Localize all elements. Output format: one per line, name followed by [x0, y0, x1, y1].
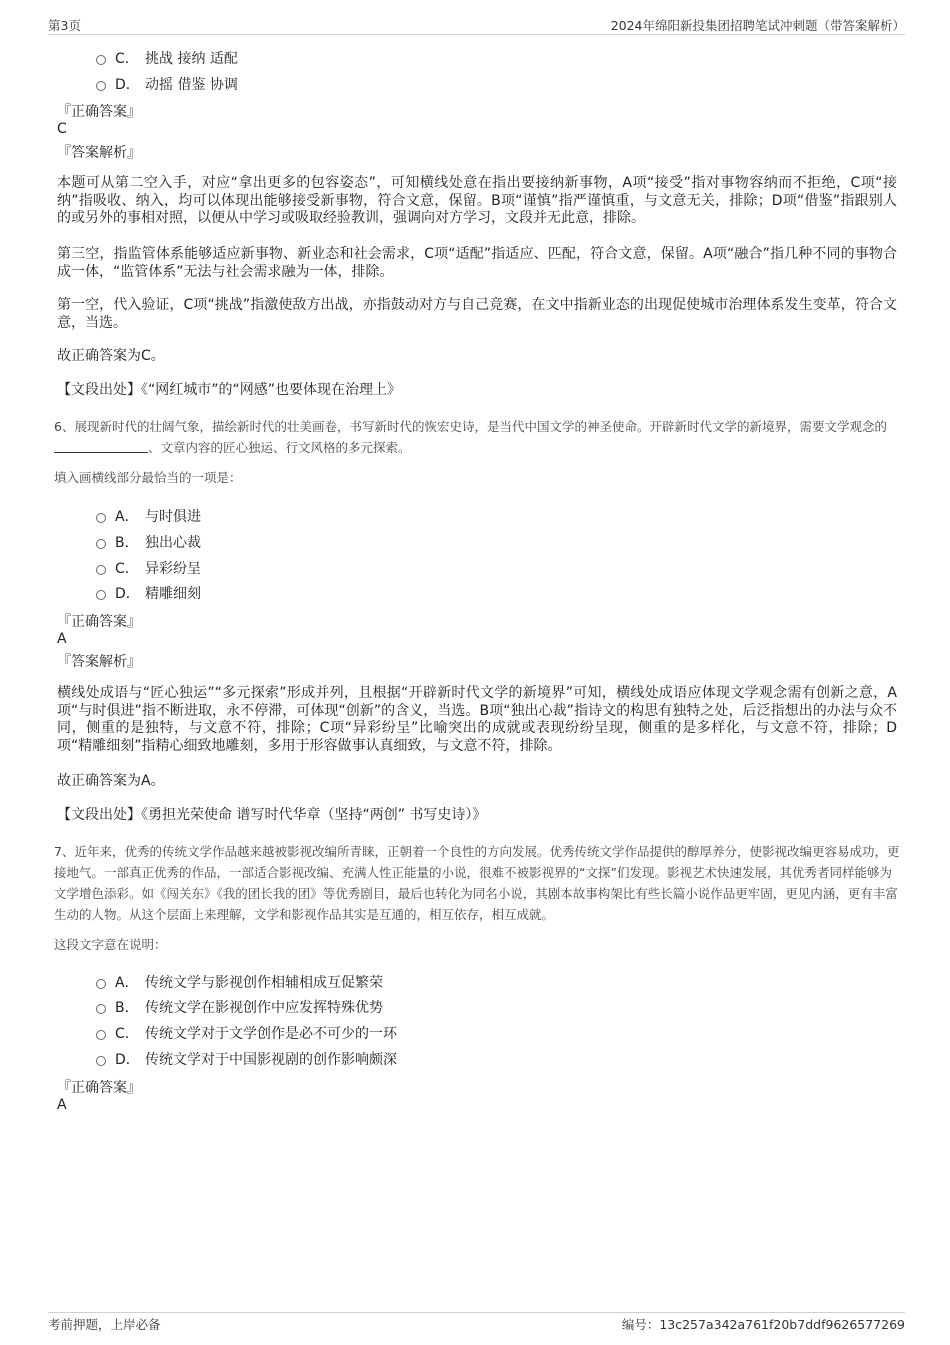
radio-icon[interactable]: [96, 539, 106, 549]
radio-icon[interactable]: [96, 513, 106, 523]
q6-option-a[interactable]: A． 与时俱进: [96, 506, 201, 526]
q6-prompt: 填入画横线部分最恰当的一项是：: [54, 470, 242, 485]
q5-analysis-paragraph: 第一空，代入验证，C项“挑战”指激使敌方出战，亦指鼓动对方与自己竞赛，在文中指新业态的出现促使城市治理体系发生变革，符合文意，当选。: [57, 297, 897, 331]
q5-source: 【文段出处】《“网红城市”的“网感”也要体现在治理上》: [57, 382, 402, 398]
page-footer: [48, 1312, 905, 1335]
q5-answer: C: [57, 121, 67, 137]
q5-conclusion: 故正确答案为C。: [57, 348, 165, 364]
document-code: 编号：13c257a342a761f20b7ddf9626577269: [621, 1317, 905, 1332]
q7-answer: A: [57, 1097, 67, 1113]
q6-conclusion: 故正确答案为A。: [57, 773, 165, 789]
radio-icon[interactable]: [96, 1004, 106, 1014]
document-title: 2024年绵阳新投集团招聘笔试冲刺题（带答案解析）: [610, 18, 905, 33]
q6-answer: A: [57, 631, 67, 647]
q5-answer-label: 『正确答案』: [57, 104, 141, 120]
q7-option-b[interactable]: B． 传统文学在影视创作中应发挥特殊优势: [96, 997, 383, 1017]
q5-analysis-paragraph: 本题可从第二空入手，对应“拿出更多的包容姿态”，可知横线处意在指出要接纳新事物，A项“接受”指对事物容纳而不拒绝，C项“接纳”指吸收、纳入，均可以体现出能够接受新事物，符合文意，保留。B项“谨慎”指严谨慎重，与文意无关，排除；D项“借鉴”指跟别人的或另外的事相对照，以便从中学习或吸取经验教训，强调向对方学习，文段并无此意，排除。: [57, 175, 897, 226]
q7-answer-label: 『正确答案』: [57, 1080, 141, 1096]
q6-analysis-label: 『答案解析』: [57, 654, 141, 670]
footer-slogan: 考前押题，上岸必备: [48, 1317, 161, 1332]
q6-stem: 6、展现新时代的壮阔气象，描绘新时代的壮美画卷，书写新时代的恢宏史诗，是当代中国文学的神圣使命。开辟新时代文学的新境界，需要文学观念的、文章内容的匠心独运、行文风格的多元探索。: [54, 419, 887, 455]
q5-option-c[interactable]: C． 挑战 接纳 适配: [96, 48, 238, 68]
q6-option-c[interactable]: C． 异彩纷呈: [96, 558, 201, 578]
radio-icon[interactable]: [96, 1056, 106, 1066]
q7-stem: 7、近年来，优秀的传统文学作品越来越被影视改编所青睐，正朝着一个良性的方向发展。优秀传统文学作品提供的醇厚养分，使影视改编更容易成功，更接地气。一部真正优秀的作品，一部适合影视改编、充满人性正能量的小说，很难不被影视界的“文探”们发现。影视艺术快速发展，其优秀者同样能够为文学增色添彩。如《闯关东》《我的团长我的团》等优秀剧目，最后也转化为同名小说，其剧本故事构架比有些长篇小说作品更牢固，更见内涵，更有丰富生动的人物。从这个层面上来理解，文学和影视作品其实是互通的，相互依存，相互成就。: [54, 844, 900, 922]
radio-icon[interactable]: [96, 1030, 106, 1040]
q6-option-d[interactable]: D． 精雕细刻: [96, 583, 201, 603]
page-number: 第3页: [48, 18, 81, 33]
q5-analysis-label: 『答案解析』: [57, 145, 141, 161]
q7-option-d[interactable]: D． 传统文学对于中国影视剧的创作影响颇深: [96, 1049, 397, 1069]
radio-icon[interactable]: [96, 979, 106, 989]
radio-icon[interactable]: [96, 590, 106, 600]
radio-icon[interactable]: [96, 565, 106, 575]
q7-prompt: 这段文字意在说明：: [54, 937, 167, 952]
q6-analysis-paragraph: 横线处成语与“匠心独运”“多元探索”形成并列，且根据“开辟新时代文学的新境界”可知，横线处成语应体现文学观念需有创新之意，A项“与时俱进”指不断进取，永不停滞，可体现“创新”的含义，当选。B项“独出心裁”指诗文的构思有独特之处，后泛指想出的办法与众不同，侧重的是独特，与文意不符，排除；C项“异彩纷呈”比喻突出的成就或表现纷纷呈现，侧重的是多样化，与文意不符，排除；D项“精雕细刻”指精心细致地雕刻，多用于形容做事认真细致，与文意不符，排除。: [57, 685, 897, 754]
q6-source: 【文段出处】《勇担光荣使命 谱写时代华章（坚持“两创” 书写史诗）》: [57, 807, 487, 823]
fill-blank: [54, 440, 148, 453]
page-header: [48, 14, 905, 35]
q7-option-c[interactable]: C． 传统文学对于文学创作是必不可少的一环: [96, 1023, 397, 1043]
q5-analysis-paragraph: 第三空，指监管体系能够适应新事物、新业态和社会需求，C项“适配”指适应、匹配，符合文意，保留。A项“融合”指几种不同的事物合成一体，“监管体系”无法与社会需求融为一体，排除。: [57, 246, 897, 280]
q6-option-b[interactable]: B． 独出心裁: [96, 532, 201, 552]
q5-option-d[interactable]: D． 动摇 借鉴 协调: [96, 74, 238, 94]
radio-icon[interactable]: [96, 81, 106, 91]
q7-option-a[interactable]: A． 传统文学与影视创作相辅相成互促繁荣: [96, 972, 383, 992]
q6-answer-label: 『正确答案』: [57, 614, 141, 630]
radio-icon[interactable]: [96, 55, 106, 65]
